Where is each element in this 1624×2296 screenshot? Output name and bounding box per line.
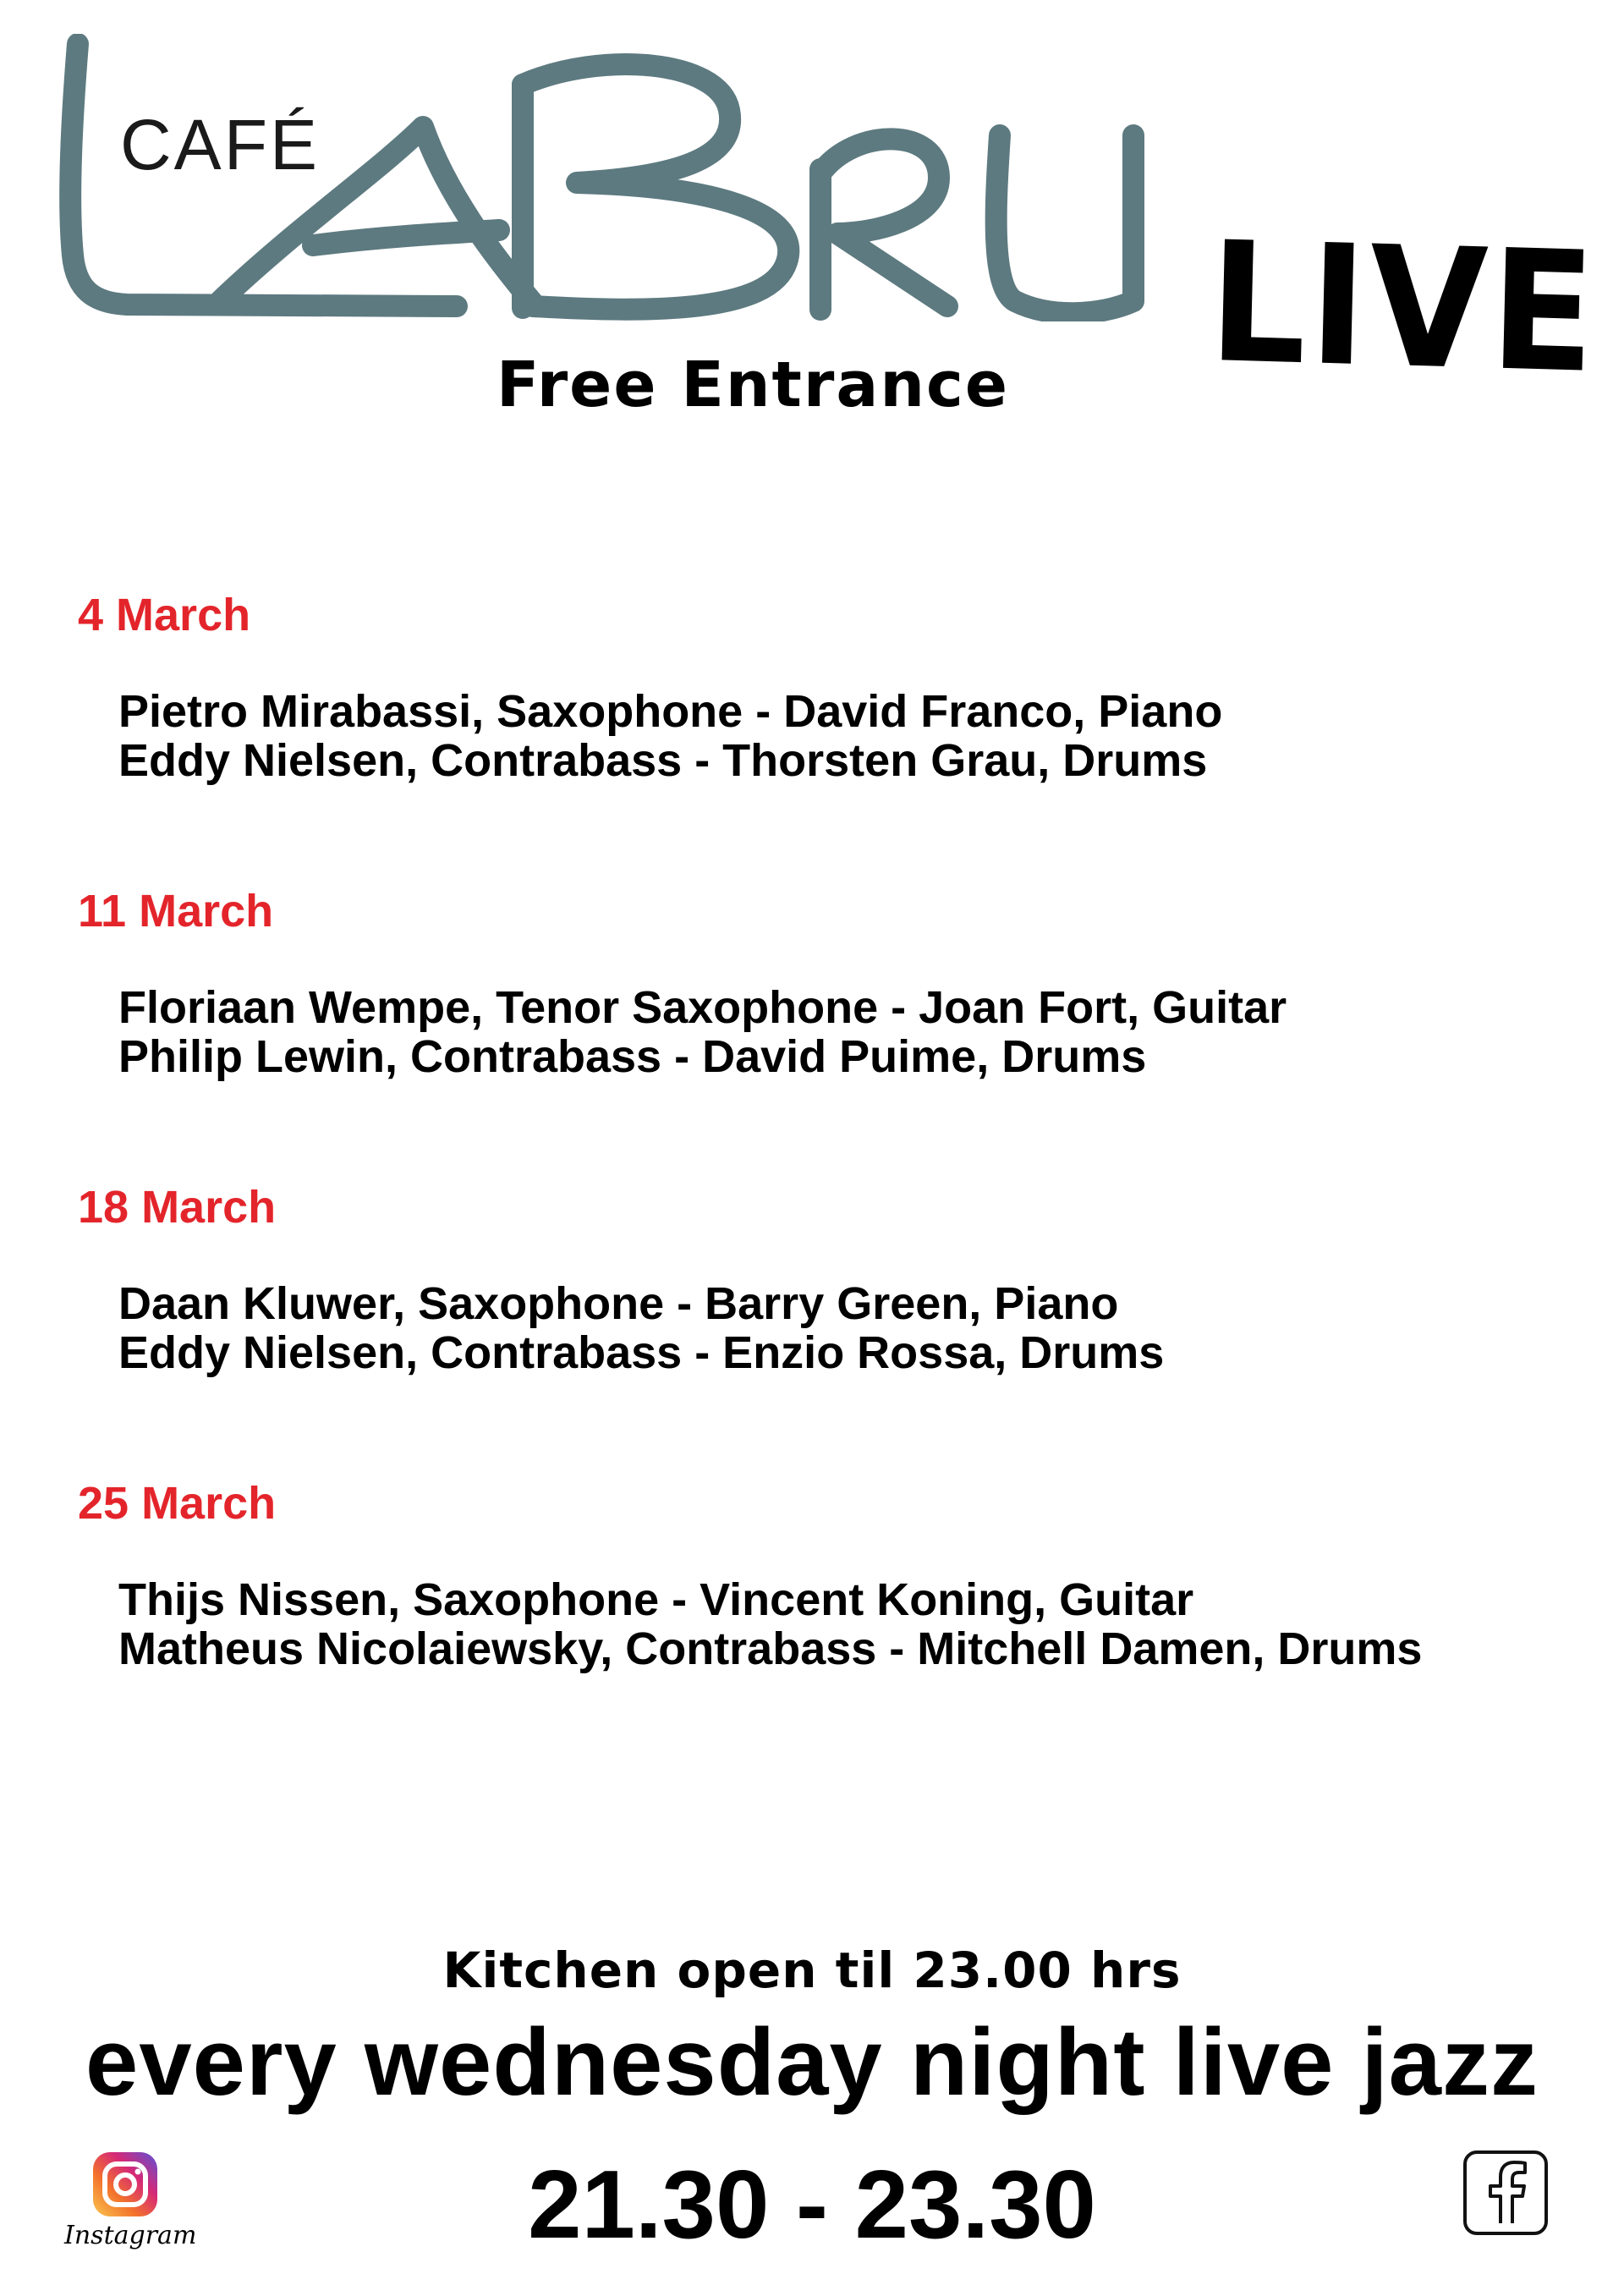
- event-lineup-line: Pietro Mirabassi, Saxophone - David Franco, Piano: [118, 686, 1223, 737]
- event-lineup-line: Thijs Nissen, Saxophone - Vincent Koning, Guitar: [118, 1574, 1194, 1625]
- instagram-icon[interactable]: [91, 2150, 159, 2218]
- tagline-text: every wednesday night live jazz: [85, 2009, 1539, 2115]
- kitchen-hours-text: Kitchen open til 23.00 hrs: [442, 1942, 1182, 1999]
- event-lineup-line: Matheus Nicolaiewsky, Contrabass - Mitchell Damen, Drums: [118, 1623, 1423, 1674]
- event-date-25-march: 25 March: [78, 1478, 277, 1529]
- event-lineup-line: Floriaan Wempe, Tenor Saxophone - Joan Fort, Guitar: [118, 982, 1287, 1033]
- facebook-icon[interactable]: [1462, 2149, 1550, 2237]
- event-lineup-line: Eddy Nielsen, Contrabass - Thorsten Grau, Drums: [118, 735, 1208, 786]
- event-date-11-march: 11 March: [78, 886, 274, 937]
- cafe-labru-logo: [59, 34, 1159, 321]
- instagram-label: Instagram: [64, 2221, 197, 2250]
- event-lineup-line: Philip Lewin, Contrabass - David Puime, Drums: [118, 1031, 1147, 1082]
- event-date-4-march: 4 March: [78, 590, 251, 640]
- event-lineup-line: Daan Kluwer, Saxophone - Barry Green, Piano: [118, 1278, 1119, 1329]
- event-lineup-line: Eddy Nielsen, Contrabass - Enzio Rossa, Drums: [118, 1327, 1165, 1378]
- live-heading: LIVE: [1206, 206, 1600, 411]
- event-date-18-march: 18 March: [78, 1182, 277, 1233]
- cafe-text: CAFÉ: [120, 105, 321, 184]
- free-entrance-text: Free Entrance: [496, 349, 1010, 421]
- show-hours-text: 21.30 - 23.30: [528, 2151, 1096, 2259]
